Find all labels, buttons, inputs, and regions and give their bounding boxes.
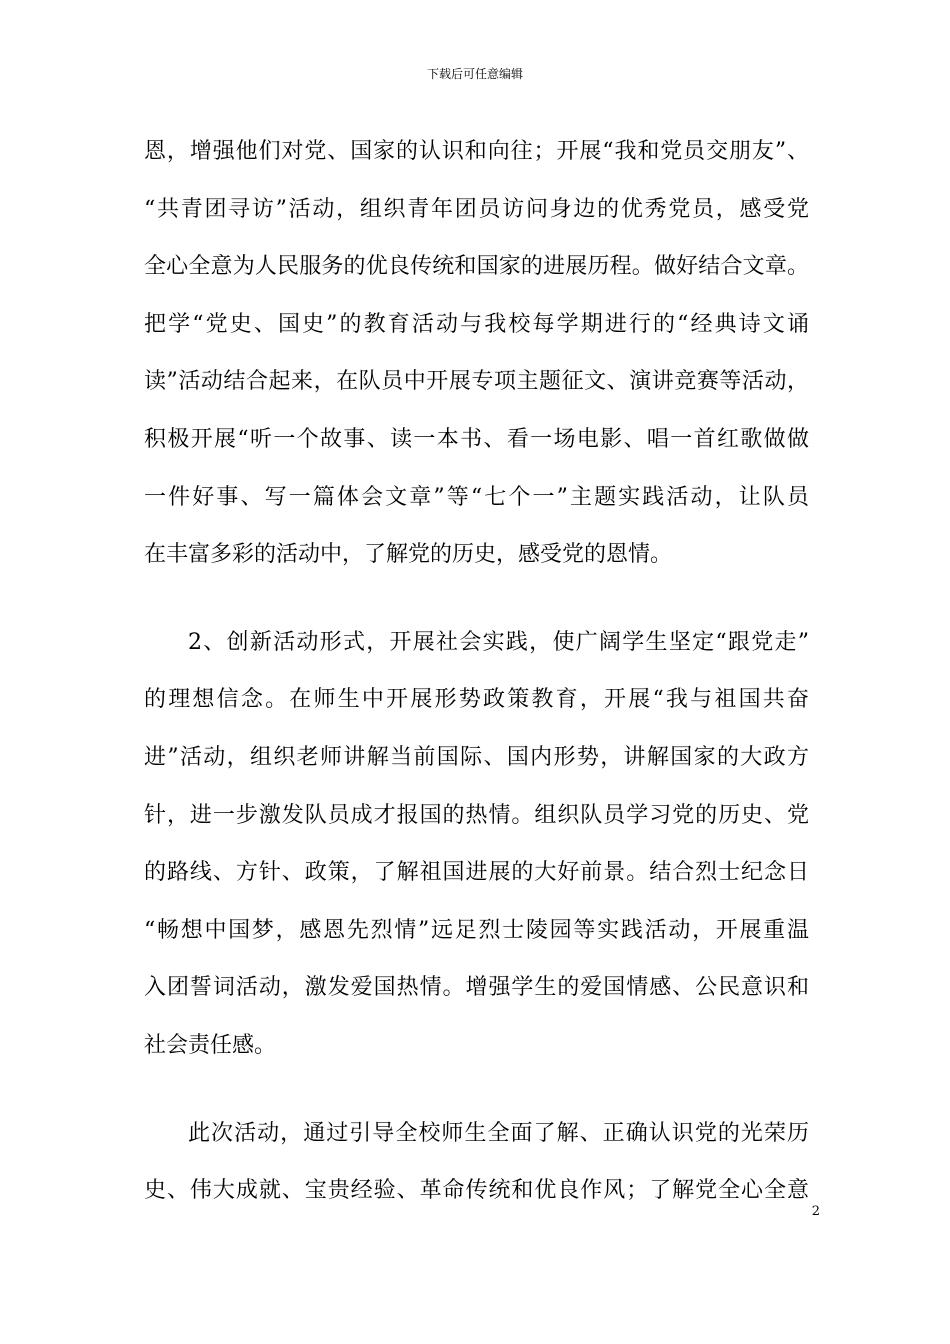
text-line: 一件好事、写一篇体会文章”等“七个一”主题实践活动，让队员: [144, 484, 809, 510]
page-number: 2: [811, 1204, 820, 1219]
text-line: 的路线、方针、政策，了解祖国进展的大好前景。结合烈士纪念日: [144, 860, 809, 886]
text-line: 全心全意为人民服务的优良传统和国家的进展历程。做好结合文章。: [144, 254, 809, 280]
paragraph-3: [144, 1112, 809, 1227]
text-line: 读”活动结合起来，在队员中开展专项主题征文、演讲竞赛等活动，: [144, 369, 809, 395]
text-line: 此次活动，通过引导全校师生全面了解、正确认识党的光荣历: [188, 1120, 809, 1146]
document-body: [144, 130, 809, 1227]
page-header: 下载后可任意编辑: [426, 67, 523, 81]
text-line: 进”活动，组织老师讲解当前国际、国内形势，讲解国家的大政方: [144, 744, 809, 770]
paragraph-1: [144, 130, 809, 591]
text-line: 针，进一步激发队员成才报国的热情。组织队员学习党的历史、党: [144, 802, 809, 828]
text-line: 2、创新活动形式，开展社会实践，使广阔学生坚定“跟党走”: [188, 629, 809, 655]
text-line: 把学“党史、国史”的教育活动与我校每学期进行的“经典诗文诵: [144, 311, 809, 337]
text-line: 在丰富多彩的活动中，了解党的历史，感受党的恩情。: [144, 542, 673, 568]
text-line: 积极开展“听一个故事、读一本书、看一场电影、唱一首红歌做做: [144, 426, 809, 452]
text-line: 的理想信念。在师生中开展形势政策教育，开展“我与祖国共奋: [144, 687, 809, 713]
text-line: “畅想中国梦，感恩先烈情”远足烈士陵园等实践活动，开展重温: [144, 917, 809, 943]
text-line: 社会责任感。: [144, 1032, 277, 1058]
text-line: 恩，增强他们对党、国家的认识和向往；开展“我和党员交朋友”、: [144, 139, 809, 164]
text-line: “共青团寻访”活动，组织青年团员访问身边的优秀党员，感受党: [144, 196, 809, 222]
text-line: 史、伟大成就、宝贵经验、革命传统和优良作风；了解党全心全意: [144, 1178, 809, 1204]
paragraph-2: [144, 621, 809, 1082]
text-line: 入团誓词活动，激发爱国热情。增强学生的爱国情感、公民意识和: [144, 975, 809, 1001]
